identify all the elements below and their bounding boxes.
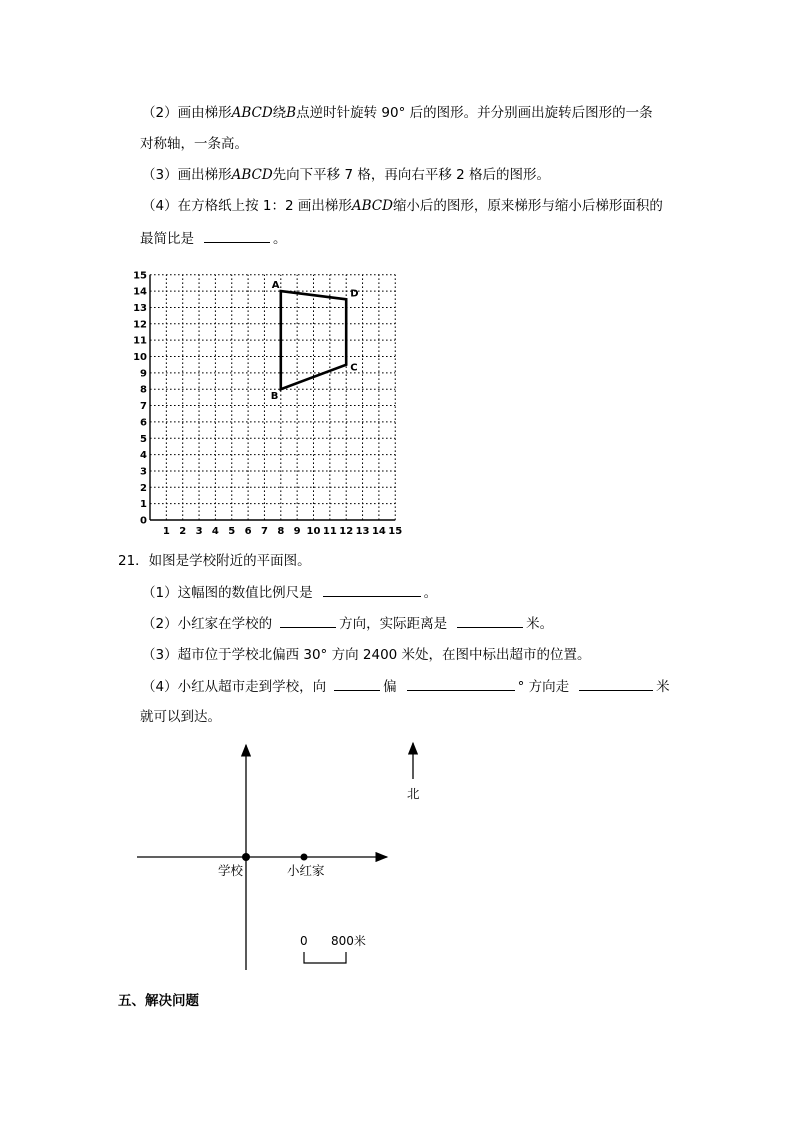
y-tick-label: 9 (140, 368, 147, 380)
x-tick-label: 10 (306, 526, 321, 537)
x-tick-label: 6 (244, 526, 252, 537)
q20-item3: （3）画出梯形ABCD先向下平移 7 格，再向右平移 2 格后的图形。 (142, 167, 551, 183)
home-label: 小红家 (287, 863, 325, 878)
y-tick-label: 12 (133, 319, 147, 331)
q20-item2-cont: 对称轴，一条高。 (140, 136, 248, 152)
answer-blank-scale[interactable] (323, 583, 421, 597)
x-tick-label: 15 (388, 526, 403, 537)
answer-blank-direction[interactable] (280, 614, 336, 628)
y-tick-label: 15 (133, 270, 147, 282)
x-tick-label: 3 (195, 526, 203, 537)
q21-title: 21．如图是学校附近的平面图。 (118, 553, 311, 569)
x-tick-label: 4 (211, 526, 219, 537)
y-tick-label: 8 (140, 384, 147, 396)
y-tick-label: 5 (140, 433, 147, 445)
vertex-label-d: D (350, 288, 359, 300)
y-tick-label: 13 (133, 302, 147, 314)
y-tick-label: 7 (140, 401, 147, 413)
q21-item3: （3）超市位于学校北偏西 30° 方向 2400 米处，在图中标出超市的位置。 (142, 647, 591, 663)
school-label: 学校 (218, 863, 244, 878)
vertex-label-c: C (350, 362, 358, 374)
vertex-label-b: B (270, 391, 279, 403)
q20-item4: （4）在方格纸上按 1：2 画出梯形ABCD缩小后的图形，原来梯形与缩小后梯形面积的 (142, 198, 663, 214)
answer-blank-dir1[interactable] (334, 677, 380, 691)
x-tick-label: 11 (322, 526, 337, 537)
scale-zero-label: 0 (300, 934, 308, 948)
q21-item1: （1）这幅图的数值比例尺是 。 (142, 585, 438, 601)
y-tick-label: 6 (140, 417, 147, 429)
north-label: 北 (407, 786, 420, 801)
y-tick-label: 4 (140, 450, 147, 462)
x-tick-label: 8 (277, 526, 285, 537)
home-point (301, 854, 308, 861)
answer-blank-angle[interactable] (407, 677, 515, 691)
q21-item2: （2）小红家在学校的 方向，实际距离是 米。 (142, 616, 554, 632)
school-point (242, 853, 250, 861)
scale-value-label: 800米 (331, 934, 366, 948)
grid-figure (0, 262, 794, 562)
answer-blank-distance[interactable] (457, 614, 523, 628)
q20-item2: （2）画由梯形ABCD绕B点逆时针旋转 90° 后的图形。并分别画出旋转后图形的一条 (142, 105, 653, 121)
x-axis-labels (163, 526, 402, 537)
scale-bar (304, 952, 346, 963)
x-tick-label: 5 (228, 526, 236, 537)
y-axis-labels (133, 270, 147, 526)
x-tick-label: 9 (293, 526, 301, 537)
y-tick-label: 3 (140, 466, 147, 478)
x-tick-label: 1 (162, 526, 170, 537)
x-tick-label: 7 (260, 526, 268, 537)
x-tick-label: 12 (339, 526, 354, 537)
q21-item4: （4）小红从超市走到学校，向 偏 ° 方向走 米 (142, 679, 670, 695)
answer-blank-walk-distance[interactable] (579, 677, 653, 691)
q20-item4-cont: 最简比是 。 (140, 231, 287, 247)
answer-blank-ratio[interactable] (204, 229, 270, 243)
y-tick-label: 2 (140, 482, 147, 494)
y-tick-label: 14 (133, 286, 147, 298)
y-tick-label: 1 (140, 499, 147, 511)
y-tick-label: 10 (133, 352, 147, 363)
x-tick-label: 2 (179, 526, 187, 537)
y-tick-label: 0 (140, 515, 147, 527)
y-tick-label: 11 (133, 335, 147, 347)
vertex-label-a: A (271, 280, 280, 292)
x-tick-label: 14 (371, 526, 386, 537)
school-map (0, 735, 794, 985)
q21-item4-cont: 就可以到达。 (140, 709, 221, 725)
section-5-heading: 五、解决问题 (118, 993, 199, 1009)
x-tick-label: 13 (355, 526, 370, 537)
